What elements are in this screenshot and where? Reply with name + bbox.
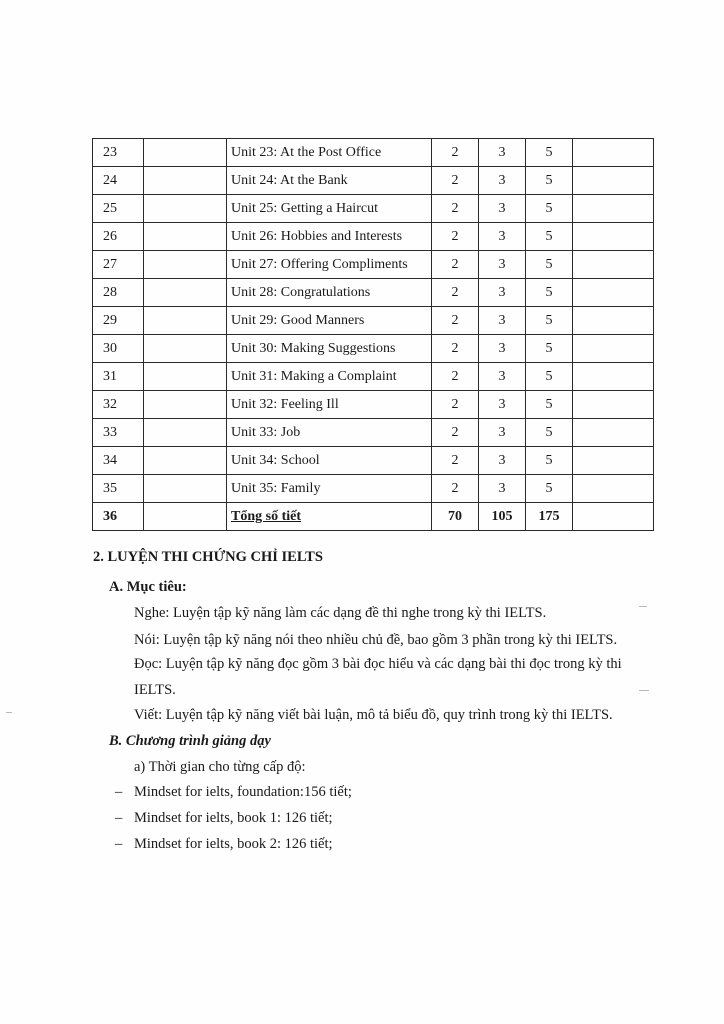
value-a: 2 <box>432 307 479 335</box>
empty-cell <box>573 447 654 475</box>
unit-name: Unit 34: School <box>227 447 432 475</box>
table-row <box>93 419 654 447</box>
unit-name: Unit 32: Feeling Ill <box>227 391 432 419</box>
empty-cell <box>144 139 227 167</box>
value-a: 2 <box>432 251 479 279</box>
value-b: 3 <box>479 335 526 363</box>
value-c: 5 <box>526 475 573 503</box>
list-item <box>115 810 333 827</box>
value-c: 5 <box>526 251 573 279</box>
table-row <box>93 195 654 223</box>
row-number: 24 <box>93 167 144 195</box>
list-item-text: Mindset for ielts, book 1: 126 tiết; <box>134 810 333 826</box>
empty-cell <box>144 223 227 251</box>
value-c: 5 <box>526 223 573 251</box>
value-a: 2 <box>432 223 479 251</box>
row-number: 26 <box>93 223 144 251</box>
value-c: 5 <box>526 307 573 335</box>
value-b: 3 <box>479 307 526 335</box>
value-c: 5 <box>526 419 573 447</box>
total-a: 70 <box>432 503 479 531</box>
empty-cell <box>573 335 654 363</box>
value-b: 3 <box>479 391 526 419</box>
total-b: 105 <box>479 503 526 531</box>
empty-cell <box>144 167 227 195</box>
units-table <box>92 138 654 531</box>
empty-cell <box>573 391 654 419</box>
empty-cell <box>144 307 227 335</box>
empty-cell <box>573 251 654 279</box>
value-c: 5 <box>526 335 573 363</box>
unit-name: Unit 30: Making Suggestions <box>227 335 432 363</box>
table-row <box>93 139 654 167</box>
value-c: 5 <box>526 363 573 391</box>
table-row <box>93 279 654 307</box>
empty-cell <box>144 503 227 531</box>
table-row <box>93 391 654 419</box>
empty-cell <box>144 419 227 447</box>
value-c: 5 <box>526 391 573 419</box>
value-b: 3 <box>479 195 526 223</box>
empty-cell <box>144 391 227 419</box>
value-a: 2 <box>432 391 479 419</box>
empty-cell <box>573 363 654 391</box>
unit-name: Unit 24: At the Bank <box>227 167 432 195</box>
row-number: 23 <box>93 139 144 167</box>
value-b: 3 <box>479 251 526 279</box>
row-number: 25 <box>93 195 144 223</box>
unit-name: Unit 29: Good Manners <box>227 307 432 335</box>
table-row <box>93 335 654 363</box>
goal-reading-line1: Đọc: Luyện tập kỹ năng đọc gồm 3 bài đọc hiểu và các dạng bài thi đọc trong kỳ thi <box>134 656 622 672</box>
goal-listening: Nghe: Luyện tập kỹ năng làm các dạng đề thi nghe trong kỳ thi IELTS. <box>134 605 547 621</box>
value-a: 2 <box>432 447 479 475</box>
goal-writing: Viết: Luyện tập kỹ năng viết bài luận, mô tả biểu đồ, quy trình trong kỳ thi IELTS. <box>134 707 613 723</box>
value-b: 3 <box>479 279 526 307</box>
unit-name: Unit 25: Getting a Haircut <box>227 195 432 223</box>
value-b: 3 <box>479 419 526 447</box>
table-row <box>93 167 654 195</box>
empty-cell <box>144 363 227 391</box>
goal-reading-line2: IELTS. <box>134 682 176 698</box>
empty-cell <box>573 503 654 531</box>
goals-title: A. Mục tiêu: <box>109 579 187 595</box>
value-b: 3 <box>479 475 526 503</box>
scan-artifact <box>6 712 12 713</box>
empty-cell <box>573 195 654 223</box>
section-title: 2. LUYỆN THI CHỨNG CHỈ IELTS <box>93 549 323 565</box>
value-a: 2 <box>432 167 479 195</box>
time-heading: a) Thời gian cho từng cấp độ: <box>134 759 306 775</box>
value-b: 3 <box>479 167 526 195</box>
unit-name: Unit 27: Offering Compliments <box>227 251 432 279</box>
units-table-body <box>93 139 654 531</box>
value-b: 3 <box>479 447 526 475</box>
unit-name: Unit 28: Congratulations <box>227 279 432 307</box>
value-a: 2 <box>432 195 479 223</box>
empty-cell <box>573 279 654 307</box>
row-number: 33 <box>93 419 144 447</box>
value-a: 2 <box>432 475 479 503</box>
row-number: 28 <box>93 279 144 307</box>
value-a: 2 <box>432 139 479 167</box>
scan-artifact <box>639 690 649 691</box>
unit-name: Unit 33: Job <box>227 419 432 447</box>
table-row <box>93 447 654 475</box>
empty-cell <box>573 167 654 195</box>
empty-cell <box>573 475 654 503</box>
table-row <box>93 251 654 279</box>
table-row <box>93 223 654 251</box>
empty-cell <box>144 475 227 503</box>
row-number: 34 <box>93 447 144 475</box>
total-row <box>93 503 654 531</box>
program-title: B. Chương trình giảng dạy <box>109 733 271 749</box>
unit-name: Unit 31: Making a Complaint <box>227 363 432 391</box>
empty-cell <box>144 335 227 363</box>
value-a: 2 <box>432 335 479 363</box>
total-c: 175 <box>526 503 573 531</box>
empty-cell <box>573 223 654 251</box>
unit-name: Unit 26: Hobbies and Interests <box>227 223 432 251</box>
table-row <box>93 475 654 503</box>
row-number: 30 <box>93 335 144 363</box>
empty-cell <box>573 139 654 167</box>
table-row <box>93 363 654 391</box>
bullet-dash: – <box>115 784 123 800</box>
total-label: Tổng số tiết <box>227 503 432 531</box>
unit-name: Unit 35: Family <box>227 475 432 503</box>
list-item <box>115 836 333 853</box>
value-c: 5 <box>526 447 573 475</box>
value-b: 3 <box>479 139 526 167</box>
list-item <box>115 784 352 801</box>
goal-speaking: Nói: Luyện tập kỹ năng nói theo nhiều chủ đề, bao gồm 3 phần trong kỳ thi IELTS. <box>134 632 618 648</box>
value-b: 3 <box>479 223 526 251</box>
list-item-text: Mindset for ielts, book 2: 126 tiết; <box>134 836 333 852</box>
row-number: 35 <box>93 475 144 503</box>
row-number: 36 <box>93 503 144 531</box>
value-a: 2 <box>432 363 479 391</box>
empty-cell <box>573 419 654 447</box>
list-item-text: Mindset for ielts, foundation:156 tiết; <box>134 784 352 800</box>
value-c: 5 <box>526 167 573 195</box>
value-b: 3 <box>479 363 526 391</box>
value-c: 5 <box>526 195 573 223</box>
scan-artifact <box>639 606 647 607</box>
bullet-dash: – <box>115 810 123 826</box>
value-a: 2 <box>432 279 479 307</box>
row-number: 27 <box>93 251 144 279</box>
row-number: 29 <box>93 307 144 335</box>
row-number: 32 <box>93 391 144 419</box>
empty-cell <box>144 279 227 307</box>
value-c: 5 <box>526 139 573 167</box>
empty-cell <box>144 447 227 475</box>
bullet-dash: – <box>115 836 123 852</box>
unit-name: Unit 23: At the Post Office <box>227 139 432 167</box>
empty-cell <box>144 195 227 223</box>
value-c: 5 <box>526 279 573 307</box>
table-row <box>93 307 654 335</box>
row-number: 31 <box>93 363 144 391</box>
empty-cell <box>573 307 654 335</box>
value-a: 2 <box>432 419 479 447</box>
empty-cell <box>144 251 227 279</box>
